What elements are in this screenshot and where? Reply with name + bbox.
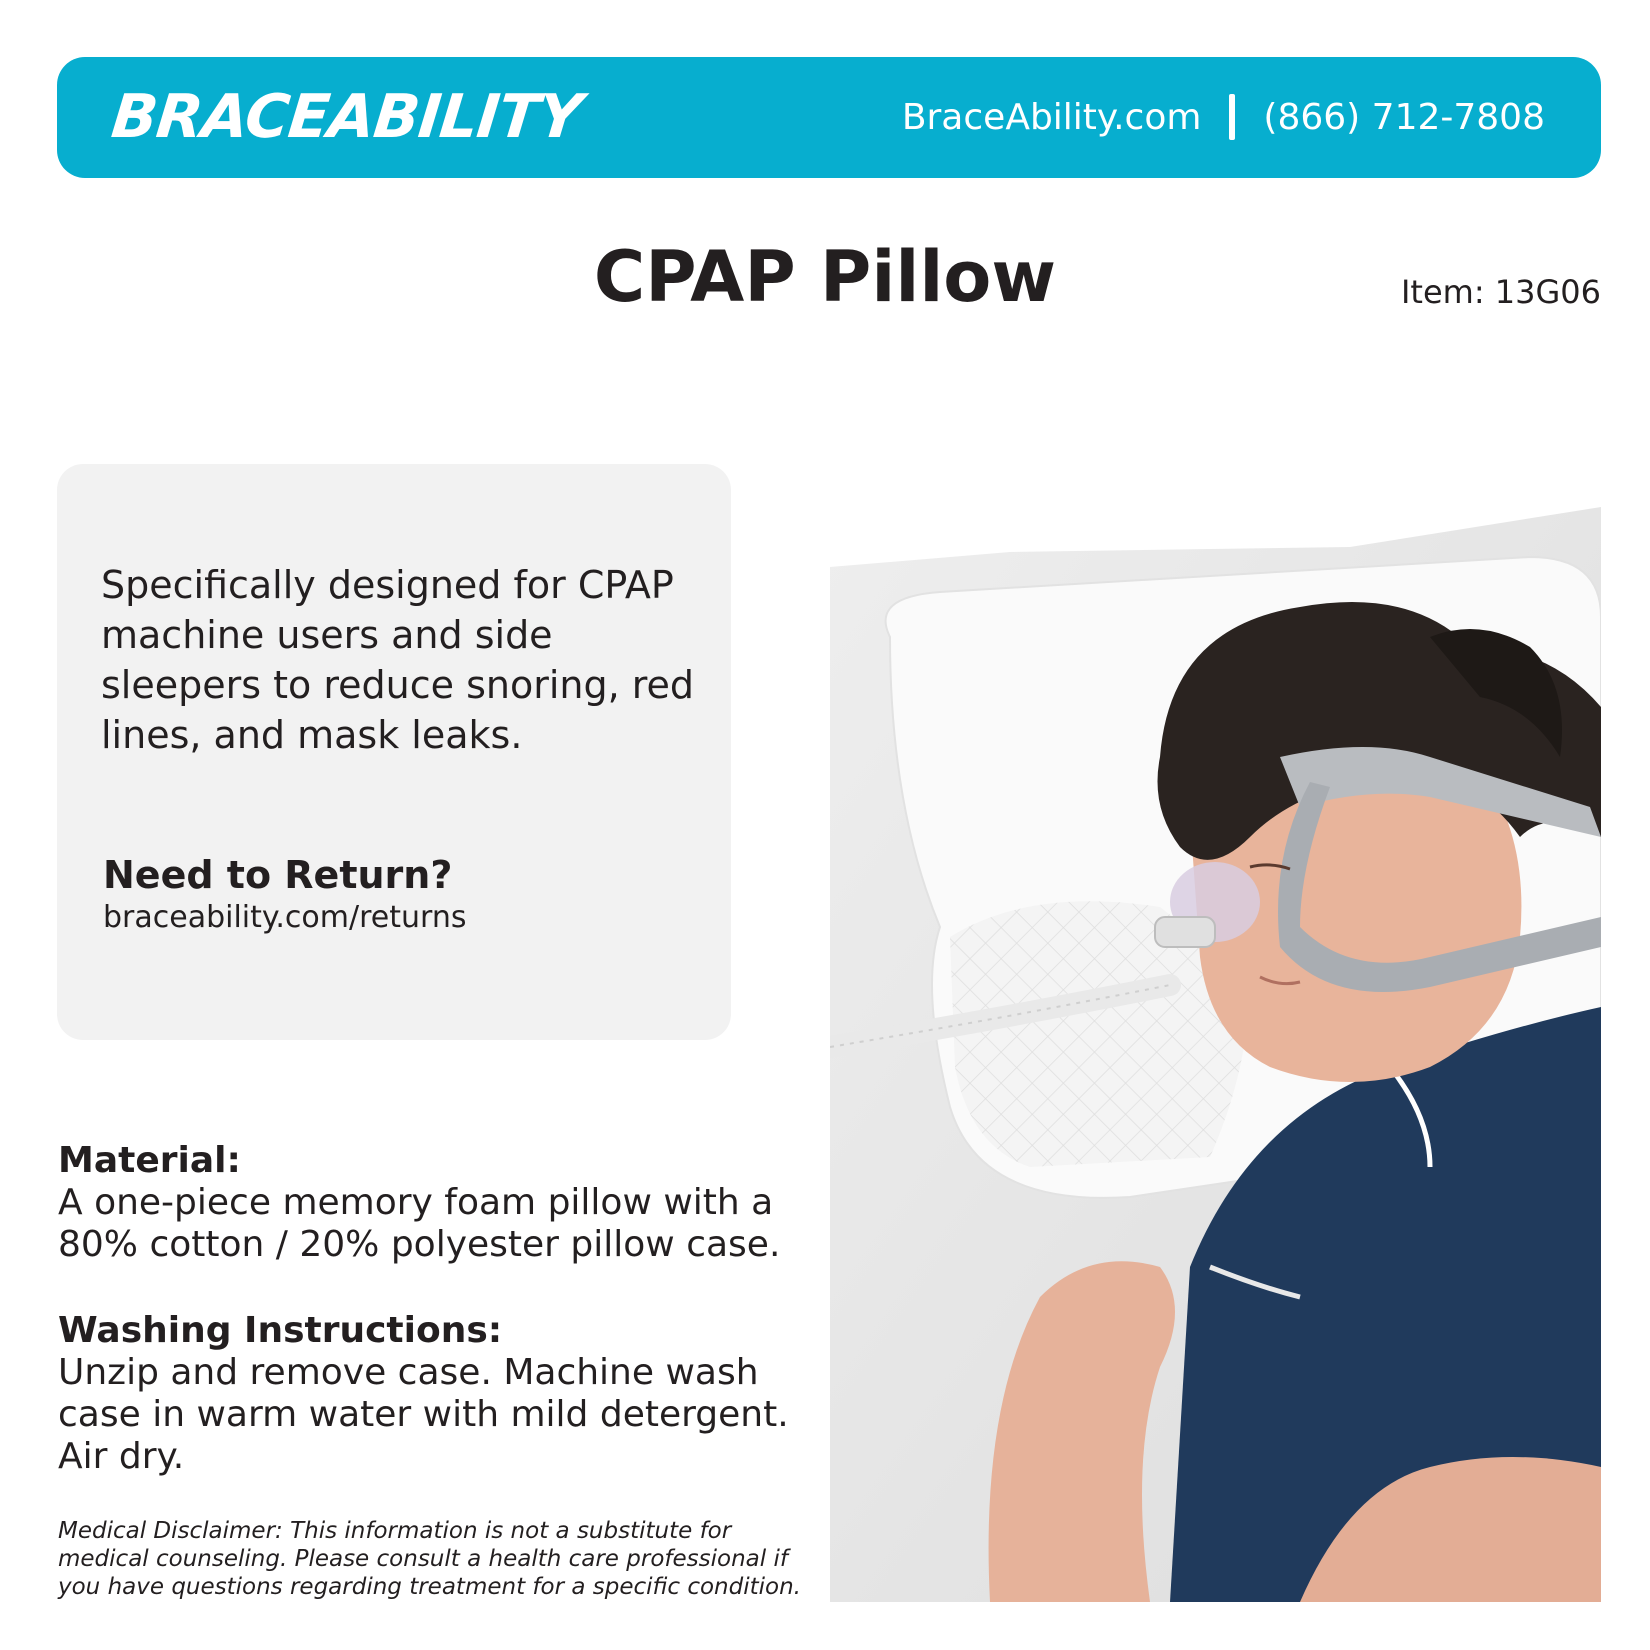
material-heading: Material: xyxy=(58,1140,241,1181)
washing-section xyxy=(58,1310,818,1478)
phone-number[interactable]: (866) 712-7808 xyxy=(1263,96,1545,138)
washing-heading: Washing Instructions: xyxy=(58,1310,503,1351)
return-link[interactable]: braceability.com/returns xyxy=(103,900,467,935)
medical-disclaimer: Medical Disclaimer: This information is not a substitute for medical counseling. Please consult a health care professional if you have questions regarding treatment for a specific condition. xyxy=(58,1518,801,1600)
material-section xyxy=(58,1140,818,1266)
washing-text: Unzip and remove case. Machine wash case in warm water with mild detergent. Air dry. xyxy=(58,1352,789,1477)
contact-info xyxy=(902,87,1545,147)
info-card xyxy=(57,464,731,1040)
photo-illustration xyxy=(830,507,1601,1602)
contact-divider xyxy=(1229,94,1235,140)
material-text: A one-piece memory foam pillow with a 80% cotton / 20% polyester pillow case. xyxy=(58,1182,781,1265)
item-number: Item: 13G06 xyxy=(1400,273,1601,311)
return-heading: Need to Return? xyxy=(103,853,453,897)
brand-logo: BRACEABILITY xyxy=(108,82,585,152)
header-banner xyxy=(57,57,1601,178)
website-link[interactable]: BraceAbility.com xyxy=(901,96,1202,138)
product-photo xyxy=(830,507,1601,1602)
product-description: Specifically designed for CPAP machine users and side sleepers to reduce snoring, red lines, and mask leaks. xyxy=(101,563,695,757)
product-title: CPAP Pillow xyxy=(593,236,1057,318)
